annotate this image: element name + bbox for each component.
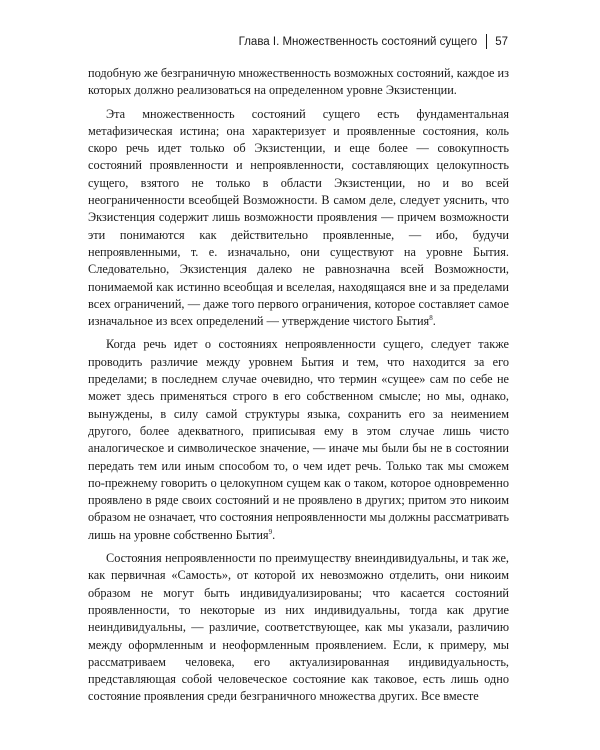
paragraph-3-text: Когда речь идет о состояниях непроявленности сущего, следует также проводить различие между уровнем Бытия и тем, что находится за его пределами; в последнем случае очевидно, что термин «сущее» сам по себе не может здесь применяться строго в его собственном смысле; но мы, однако, вынуждены, в силу самой структуры языка, сохранить его за неимением другого, более адекватного, приписывая ему в этом случае лишь чисто аналогическое и символическое значение, — иначе мы были бы не в состоянии передать тем или иным способом то, о чем идет речь. Только так мы сможем по-прежнему говорить о целокупном сущем как о таком, которое одновременно проявлено в ряде своих состояний и не проявлено в других; притом это никоим образом не означает, что состояния непроявленности мы должны рассматривать лишь на уровне собственно Бытия [88,337,509,542]
paragraph-2 [88,106,509,331]
running-header [239,34,508,49]
paragraph-3-end: . [272,527,276,542]
paragraph-2-end: . [432,314,436,329]
paragraph-1: подобную же безграничную множественность возможных состояний, каждое из которых должно реализоваться на определенном уровне Экзистенции. [88,66,509,98]
paragraph-2-text: Эта множественность состояний сущего есть фундаментальная метафизическая истина; она характеризует и проявленные состояния, коль скоро речь идет только об Экзистенции, и еще более — совокупность состояний проявленности и непроявленности, составляющих целокупность сущего, взятого не только в области Экзистенции, но и во всей неограниченности всеобщей Возможности. В самом деле, следует уяснить, что Экзистенция содержит лишь возможности проявления — причем возможности эти понимаются как действительно проявленные, — ибо, будучи непроявленными, т. е. изначально, они существуют на уровне Бытия. Следовательно, Экзистенция далеко не равнозначна всей Возможности, понимаемой как истинно всеобщая и вселелая, находящаяся вне и за пределами всех ограничений, — даже того первого ограничения, которое составляет самое изначальное из всех определений — утверждение чистого Бытия [88,106,509,329]
header-divider [486,34,487,49]
footnote-ref-9[interactable]: 9 [268,527,273,536]
paragraph-4: Состояния непроявленности по преимуществу внеиндивидуальны, и так же, как первичная «Самость», от которой их невозможно отделить, они никоим образом не могут быть индивидуализированы; что касается состояний проявленности, то некоторые из них индивидуальны, тогда как другие неиндивидуальны, — различие, соответствующее, как мы указали, различию между оформленным и неоформленным проявлением. Если, к примеру, мы рассматриваем человека, его актуализированная индивидуальность, представляющая собой человеческое состояние как таковое, есть лишь одно состояние проявления среди безграничного множества других. Все вместе [88,551,509,704]
chapter-title: Глава I. Множественность состояний сущего [238,35,478,48]
footnote-ref-8[interactable]: 8 [429,314,433,323]
page-number: 57 [495,35,508,48]
paragraph-3 [88,336,509,544]
body-text [88,65,509,712]
